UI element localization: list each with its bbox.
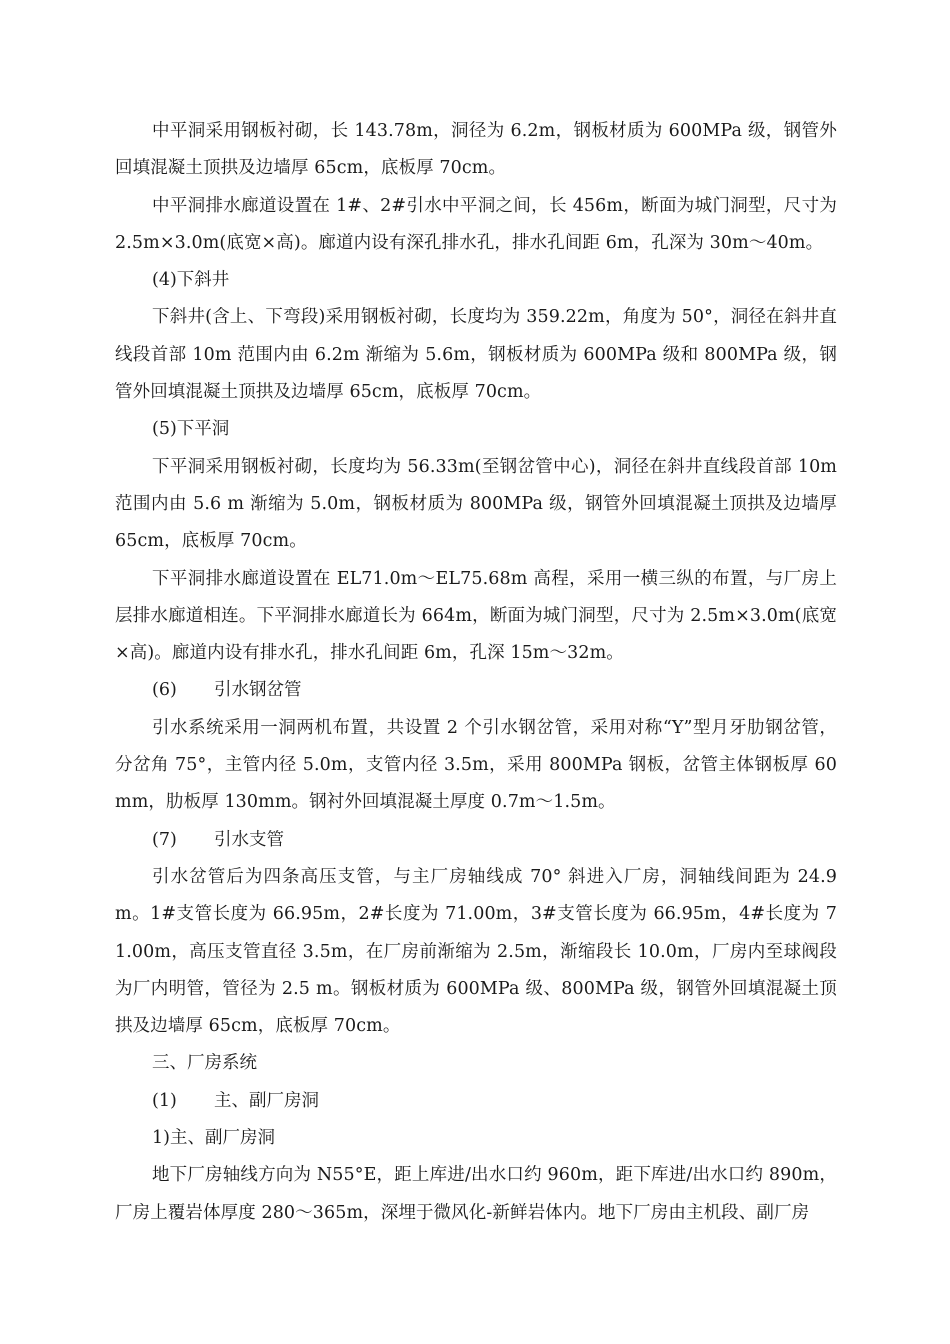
paragraph: 下斜井(含上、下弯段)采用钢板衬砌，长度均为 359.22m，角度为 50°，洞径在斜井直线段首部 10m 范围内由 6.2m 渐缩为 5.6m，钢板材质为 600MPa 级和 800MPa 级，钢管外回填混凝土顶拱及边墙厚 65cm，底板厚 70cm。 [115, 307, 837, 403]
heading-text: 引水钢岔管 [214, 680, 302, 701]
heading-text: 引水支管 [214, 829, 284, 850]
section-heading [115, 672, 837, 709]
paragraph: 下平洞采用钢板衬砌，长度均为 56.33m(至钢岔管中心)，洞径在斜井直线段首部 10m 范围内由 5.6 m 渐缩为 5.0m，钢板材质为 800MPa 级，钢管外回填混凝土顶拱及边墙厚 65cm，底板厚 70cm。 [115, 456, 837, 552]
paragraph: 中平洞采用钢板衬砌，长 143.78m，洞径为 6.2m，钢板材质为 600MPa 级，钢管外回填混凝土顶拱及边墙厚 65cm，底板厚 70cm。 [115, 121, 837, 179]
heading-number: (5) [152, 419, 177, 440]
heading-number: (4) [152, 270, 177, 291]
section-heading [115, 262, 837, 299]
subsection-heading [115, 1120, 837, 1157]
heading-number: (7) [152, 829, 177, 850]
document-body [115, 113, 837, 1232]
section-heading [115, 411, 837, 448]
heading-text: 1)主、副厂房洞 [152, 1128, 275, 1149]
section-heading [115, 1083, 837, 1120]
heading-number: (6) [152, 680, 177, 701]
paragraph: 引水岔管后为四条高压支管，与主厂房轴线成 70° 斜进入厂房，洞轴线间距为 24.9m。1#支管长度为 66.95m，2#长度为 71.00m，3#支管长度为 66.95m，4#长度为 71.00m，高压支管直径 3.5m，在厂房前渐缩为 2.5m，渐缩段长 10.0m，厂房内至球阀段为厂内明管，管径为 2.5 m。钢板材质为 600MPa 级、800MPa 级，钢管外回填混凝土顶拱及边墙厚 65cm，底板厚 70cm。 [115, 866, 837, 1037]
heading-text: 下斜井 [176, 270, 230, 291]
section-heading [115, 822, 837, 859]
paragraph: 中平洞排水廊道设置在 1#、2#引水中平洞之间，长 456m，断面为城门洞型，尺寸为 2.5m×3.0m(底宽×高)。廊道内设有深孔排水孔，排水孔间距 6m，孔深为 30m～40m。 [115, 195, 837, 253]
chapter-heading [115, 1045, 837, 1082]
heading-text: 三、厂房系统 [152, 1053, 257, 1074]
paragraph: 地下厂房轴线方向为 N55°E，距上库进/出水口约 960m，距下库进/出水口约 890m，厂房上覆岩体厚度 280～365m，深埋于微风化-新鲜岩体内。地下厂房由主机段、副厂房 [115, 1165, 837, 1223]
heading-text: 下平洞 [176, 419, 230, 440]
heading-text: 主、副厂房洞 [214, 1090, 319, 1111]
paragraph: 下平洞排水廊道设置在 EL71.0m～EL75.68m 高程，采用一横三纵的布置，与厂房上层排水廊道相连。下平洞排水廊道长为 664m，断面为城门洞型，尺寸为 2.5m×3.0m(底宽×高)。廊道内设有排水孔，排水孔间距 6m，孔深 15m～32m。 [115, 568, 837, 664]
heading-number: (1) [152, 1090, 177, 1111]
paragraph: 引水系统采用一洞两机布置，共设置 2 个引水钢岔管，采用对称“Y”型月牙肋钢岔管，分岔角 75°，主管内径 5.0m，支管内径 3.5m，采用 800MPa 钢板，岔管主体钢板厚 60mm，肋板厚 130mm。钢衬外回填混凝土厚度 0.7m～1.5m。 [115, 717, 837, 813]
